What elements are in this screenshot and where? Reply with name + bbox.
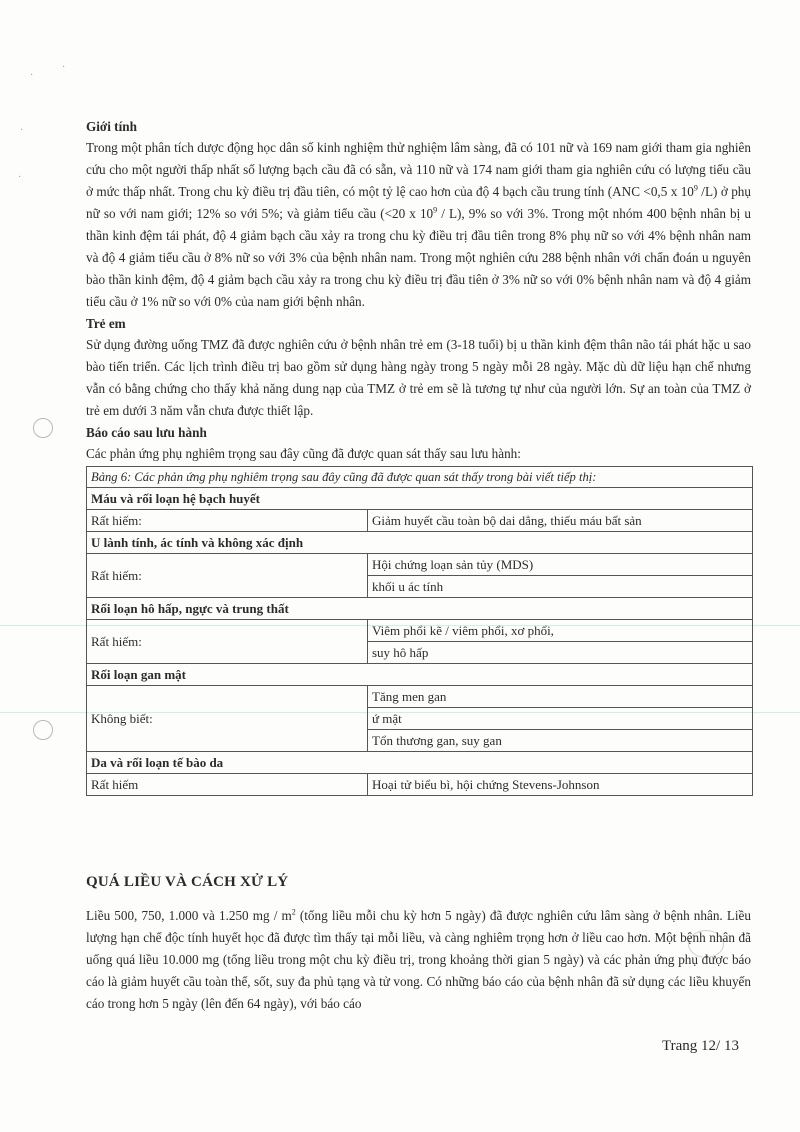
- table-group-row: [87, 664, 753, 686]
- table-group-label: Máu và rối loạn hệ bạch huyết: [87, 488, 753, 510]
- table-cell-reaction: suy hô hấp: [368, 642, 753, 664]
- table-cell-frequency: Rất hiếm:: [87, 510, 368, 532]
- table-cell-reaction: Giảm huyết cầu toàn bộ dai dẳng, thiếu máu bất sản: [368, 510, 753, 532]
- punch-hole: [33, 720, 53, 740]
- table-cell-reaction: Hội chứng loạn sản tủy (MDS): [368, 554, 753, 576]
- table-row: [87, 686, 753, 708]
- gender-paragraph: Trong một phân tích dược động học dân số kinh nghiệm thử nghiệm lâm sàng, đã có 101 nữ và 169 nam giới tham gia nghiên cứu cho một người thấp nhất số lượng bạch cầu đã có sẵn, và 110 nữ và 174 nam giới tham gia nghiên cứu có lượng tiểu cầu ở mức thấp nhất. Trong chu kỳ điều trị đầu tiên, có một tỷ lệ cao hơn của độ 4 bạch cầu trung tính (ANC <0,5 x $10^9$ /L) ở phụ nữ so với nam giới; 12% so với 5%; và giảm tiểu cầu (<20 x $10^9 / L$), 9% so với 3%. Trong một nhóm 400 bệnh nhân bị u thần kinh đệm tái phát, độ 4 giảm bạch cầu xảy ra trong chu kỳ điều trị đầu tiên trong 8% phụ nữ so với 4% bệnh nhân nam và độ 4 giảm tiểu cầu ở 8% nữ so với 3% của bệnh nhân nam. Trong một nghiên cứu 288 bệnh nhân với chẩn đoán u nguyên bào thần kinh đệm, độ 4 giảm bạch cầu xảy ra trong chu kỳ điều trị đầu tiên ở 3% nữ so với 0% bệnh nhân nam và độ 4 giảm tiểu cầu ở 1% nữ so với 0% của nam giới bệnh nhân.: [86, 140, 751, 309]
- overdose-section: [86, 905, 751, 1015]
- table-row: [87, 510, 753, 532]
- table-cell-reaction: Hoại tử biểu bì, hội chứng Stevens-Johnson: [368, 774, 753, 796]
- overdose-paragraph: Liều 500, 750, 1.000 và 1.250 mg / $m^2$ (tổng liều mỗi chu kỳ hơn 5 ngày) đã được nghiên cứu lâm sàng ở bệnh nhân. Liều lượng hạn chế độc tính huyết học đã được tìm thấy tại mỗi liều, và càng nghiêm trọng hơn ở liều cao hơn. Một bệnh nhân đã uống quá liều 10.000 mg (tổng liều trong một chu kỳ điều trị, trong khoảng thời gian 5 ngày) và các phản ứng phụ được báo cáo là giảm huyết cầu toàn thể, sốt, suy đa phủ tạng và tử vong. Có những báo cáo của bệnh nhân đã sử dụng các liều khuyến cáo trong hơn 5 ngày (lên đến 64 ngày), với báo cáo: [86, 907, 752, 1011]
- table-caption: Bảng 6: Các phản ứng phụ nghiêm trọng sau đây cũng đã được quan sát thấy trong bài viết tiếp thị:: [87, 467, 753, 488]
- main-content: [86, 116, 751, 796]
- section-heading-postmarketing: Báo cáo sau lưu hành: [86, 425, 207, 440]
- table-cell-reaction: Tăng men gan: [368, 686, 753, 708]
- table-cell-frequency: Không biết:: [87, 686, 368, 752]
- table-cell-frequency: Rất hiếm:: [87, 620, 368, 664]
- table-group-row: [87, 532, 753, 554]
- table-row: [87, 620, 753, 642]
- table-group-label: Da và rối loạn tế bào da: [87, 752, 753, 774]
- postmarketing-intro: Các phản ứng phụ nghiêm trọng sau đây cũng đã được quan sát thấy sau lưu hành:: [86, 446, 521, 461]
- table-row: [87, 554, 753, 576]
- scan-speck: ·: [18, 172, 22, 183]
- section-heading-overdose: QUÁ LIỀU VÀ CÁCH XỬ LÝ: [86, 874, 289, 890]
- table-group-label: U lành tính, ác tính và không xác định: [87, 532, 753, 554]
- table-cell-reaction: khối u ác tính: [368, 576, 753, 598]
- table-cell-frequency: Rất hiếm: [87, 774, 368, 796]
- scan-speck: ·: [62, 62, 66, 73]
- table-group-row: [87, 488, 753, 510]
- scan-speck: ·: [20, 125, 24, 136]
- table-cell-reaction: Viêm phổi kẽ / viêm phổi, xơ phổi,: [368, 620, 753, 642]
- children-paragraph: Sử dụng đường uống TMZ đã được nghiên cứu ở bệnh nhân trẻ em (3-18 tuổi) bị u thần kinh đệm thân não tái phát hặc u sao bào tiến triển. Các lịch trình điều trị bao gồm sử dụng hàng ngày trong 5 ngày mỗi 28 ngày. Mặc dù dữ liệu hạn chế nhưng vẫn có bằng chứng cho thấy khả năng dung nạp của TMZ ở trẻ em sẽ là tương tự như của người lớn. Sự an toàn của TMZ ở trẻ em dưới 3 năm vẫn chưa được thiết lập.: [86, 337, 751, 418]
- adverse-reactions-table: [86, 466, 753, 796]
- table-caption-row: [87, 467, 753, 488]
- table-group-label: Rối loạn hô hấp, ngực và trung thất: [87, 598, 753, 620]
- table-group-row: [87, 752, 753, 774]
- scan-speck: ·: [30, 70, 34, 81]
- table-cell-reaction: ứ mật: [368, 708, 753, 730]
- table-group-label: Rối loạn gan mật: [87, 664, 753, 686]
- page-number: Trang 12/ 13: [662, 1038, 739, 1054]
- section-heading-gender: Giới tính: [86, 119, 137, 134]
- table-cell-frequency: Rất hiếm:: [87, 554, 368, 598]
- section-heading-children: Trẻ em: [86, 316, 126, 331]
- table-row: [87, 774, 753, 796]
- table-group-row: [87, 598, 753, 620]
- punch-hole: [33, 418, 53, 438]
- table-cell-reaction: Tổn thương gan, suy gan: [368, 730, 753, 752]
